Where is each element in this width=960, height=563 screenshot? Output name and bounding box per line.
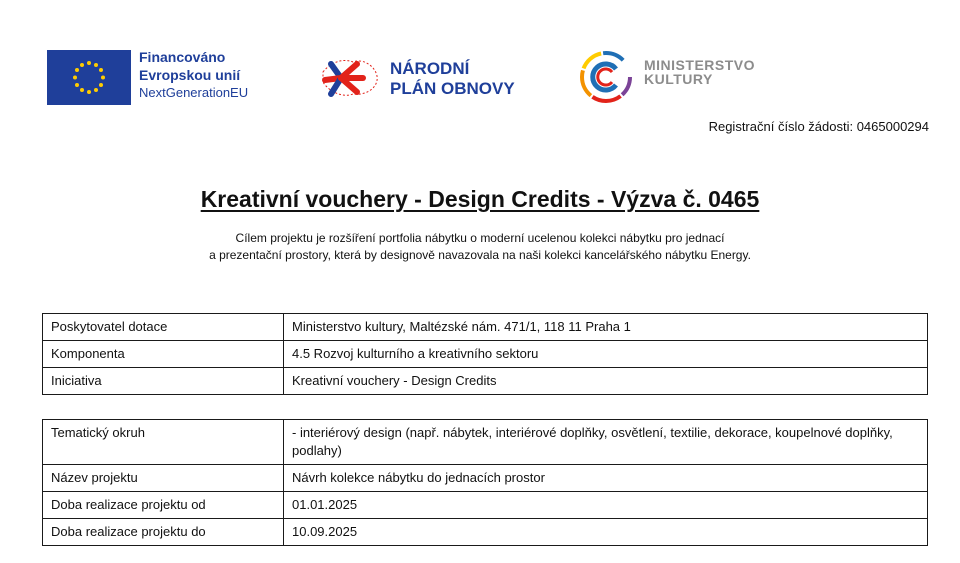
- eu-logo-line1: Financováno: [139, 49, 226, 65]
- npo-logo-line2: PLÁN OBNOVY: [390, 79, 515, 98]
- npo-logo-line1: NÁRODNÍ: [390, 59, 470, 78]
- table-row: [43, 341, 928, 368]
- table-row: [43, 465, 928, 492]
- table-row: [43, 314, 928, 341]
- logo-bar: [0, 40, 960, 120]
- description-line1: Cílem projektu je rozšíření portfolia nábytku o moderní ucelenou kolekci nábytku pro jednací: [235, 231, 725, 245]
- row-value: 4.5 Rozvoj kulturního a kreativního sektoru: [284, 341, 928, 368]
- row-value: - interiérový design (např. nábytek, interiérové doplňky, osvětlení, textilie, dekorace, koupelnové doplňky, podlahy): [284, 420, 928, 465]
- table-row: [43, 368, 928, 395]
- row-label: Tematický okruh: [43, 420, 284, 465]
- row-value: 10.09.2025: [284, 519, 928, 546]
- row-label: Doba realizace projektu od: [43, 492, 284, 519]
- table-row: [43, 519, 928, 546]
- row-label: Poskytovatel dotace: [43, 314, 284, 341]
- npo-logo-text: [390, 59, 530, 99]
- row-value: 01.01.2025: [284, 492, 928, 519]
- eu-logo-text: [139, 48, 279, 102]
- ministry-logo-text: [644, 58, 774, 86]
- eu-flag-icon: [47, 50, 131, 105]
- registration-number: Registrační číslo žádosti: 0465000294: [708, 119, 929, 134]
- project-info-table: [42, 419, 928, 546]
- page-title-text: Kreativní vouchery - Design Credits - Výzva č. 0465: [200, 186, 760, 212]
- row-value: Kreativní vouchery - Design Credits: [284, 368, 928, 395]
- description-line2: a prezentační prostory, která by designově navazovala na naši kolekci kancelářského nábytku Energy.: [209, 248, 751, 262]
- row-label: Název projektu: [43, 465, 284, 492]
- eu-logo-line3: NextGenerationEU: [139, 85, 249, 100]
- row-label: Doba realizace projektu do: [43, 519, 284, 546]
- ministry-emblem-icon: [578, 49, 634, 105]
- row-value: Ministerstvo kultury, Maltézské nám. 471/1, 118 11 Praha 1: [284, 314, 928, 341]
- ministry-logo-line1: MINISTERSTVO: [644, 57, 756, 73]
- row-label: Komponenta: [43, 341, 284, 368]
- page-title: [0, 186, 960, 213]
- project-description: [0, 230, 960, 264]
- grant-info-table: [42, 313, 928, 395]
- npo-emblem-icon: [317, 50, 383, 110]
- row-label: Iniciativa: [43, 368, 284, 395]
- table-row: [43, 492, 928, 519]
- ministry-logo-line2: KULTURY: [644, 71, 713, 87]
- table-row: [43, 420, 928, 465]
- row-value: Návrh kolekce nábytku do jednacích prostor: [284, 465, 928, 492]
- eu-logo-line2: Evropskou unií: [139, 67, 241, 83]
